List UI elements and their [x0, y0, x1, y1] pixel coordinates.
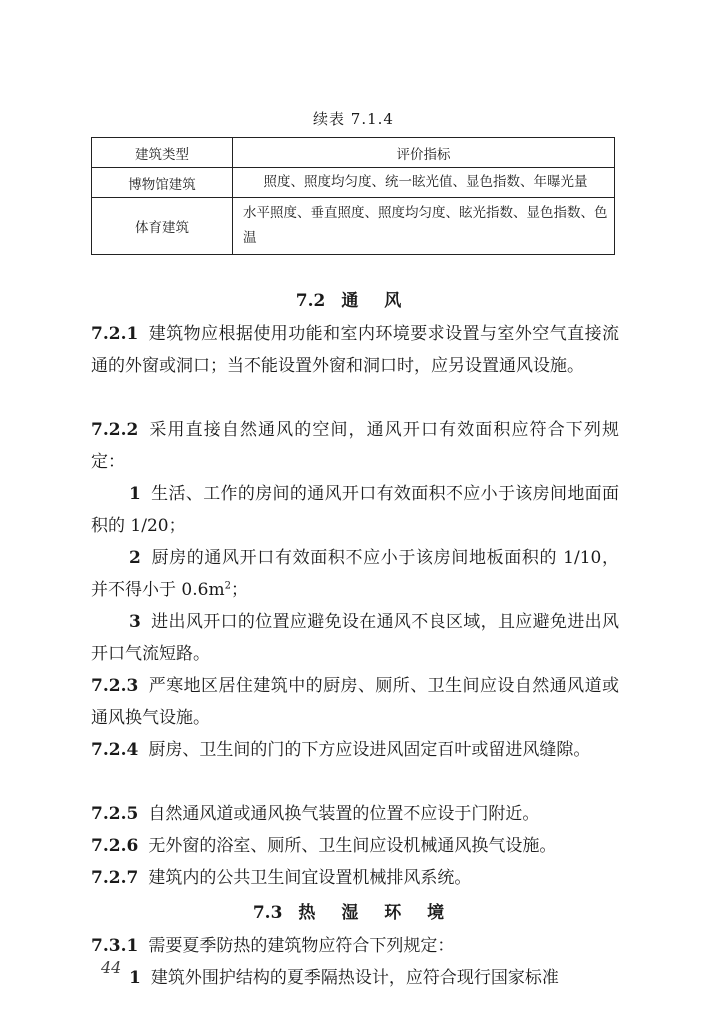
clause-text: 厨房、卫生间的门的下方应设进风固定百叶或留进风缝隙。	[148, 740, 591, 760]
item-number: 3	[129, 612, 141, 632]
clause-number: 7.2.4	[91, 740, 139, 760]
table-cell: 博物馆建筑	[92, 168, 233, 198]
item-text: 建筑外围护结构的夏季隔热设计，应符合现行国家标准	[150, 968, 559, 988]
clause-paragraph	[91, 798, 619, 830]
table-cell: 体育建筑	[92, 198, 233, 255]
section-heading	[0, 286, 707, 311]
clause-text: 严寒地区居住建筑中的厨房、厕所、卫生间应设自然通风道或通风换气设施。	[91, 676, 619, 728]
superscript: 2	[224, 580, 231, 592]
clause-number: 7.2.7	[91, 868, 139, 888]
clause-text: 需要夏季防热的建筑物应符合下列规定：	[148, 936, 455, 956]
list-item	[91, 606, 619, 670]
clause-number: 7.2.6	[91, 836, 139, 856]
item-text: 生活、工作的房间的通风开口有效面积不应小于该房间地面面积的 1/20；	[91, 484, 619, 536]
item-text-end: ；	[230, 580, 248, 600]
item-text: 厨房的通风开口有效面积不应小于该房间地板面积的 1/10，并不得小于 0.6m	[91, 548, 619, 600]
clause-number: 7.2.2	[91, 420, 139, 440]
table-caption: 续表 7.1.4	[313, 110, 394, 128]
clause-text: 建筑内的公共卫生间宜设置机械排风系统。	[148, 868, 472, 888]
clause-text: 无外窗的浴室、厕所、卫生间应设机械通风换气设施。	[148, 836, 557, 856]
table-row	[92, 168, 615, 198]
clause-text: 采用直接自然通风的空间，通风开口有效面积应符合下列规定：	[91, 420, 619, 472]
clause-paragraph	[91, 862, 619, 894]
section-number: 7.2	[295, 291, 326, 311]
section-heading	[0, 898, 707, 923]
section-title: 通 风	[341, 291, 412, 311]
item-number: 2	[129, 548, 141, 568]
list-item	[91, 542, 619, 606]
table-header-cell: 建筑类型	[92, 138, 233, 168]
clause-paragraph	[91, 414, 619, 478]
list-item	[91, 478, 619, 542]
clause-paragraph	[91, 670, 619, 734]
list-item	[91, 962, 619, 994]
clause-number: 7.3.1	[91, 936, 139, 956]
page-number: 44	[101, 958, 122, 977]
table-cell: 照度、照度均匀度、统一眩光值、显色指数、年曝光量	[233, 168, 615, 198]
clause-text: 自然通风道或通风换气装置的位置不应设于门附近。	[148, 804, 540, 824]
clause-paragraph	[91, 930, 619, 962]
clause-paragraph	[91, 830, 619, 862]
evaluation-table	[91, 137, 615, 255]
item-text: 进出风开口的位置应避免设在通风不良区域，且应避免进出风开口气流短路。	[91, 612, 619, 664]
table-header-cell: 评价指标	[233, 138, 615, 168]
clause-number: 7.2.5	[91, 804, 139, 824]
clause-number: 7.2.3	[91, 676, 139, 696]
section-number: 7.3	[252, 903, 283, 923]
table-header-row	[92, 138, 615, 168]
table-row	[92, 198, 615, 255]
table-cell: 水平照度、垂直照度、照度均匀度、眩光指数、显色指数、色温	[233, 198, 615, 255]
clause-number: 7.2.1	[91, 324, 139, 344]
item-number: 1	[129, 484, 141, 504]
clause-text: 建筑物应根据使用功能和室内环境要求设置与室外空气直接流通的外窗或洞口；当不能设置外窗和洞口时，应另设置通风设施。	[91, 324, 619, 376]
clause-paragraph	[91, 734, 619, 766]
item-number: 1	[129, 968, 141, 988]
clause-paragraph	[91, 318, 619, 382]
section-title: 热 湿 环 境	[298, 903, 455, 923]
